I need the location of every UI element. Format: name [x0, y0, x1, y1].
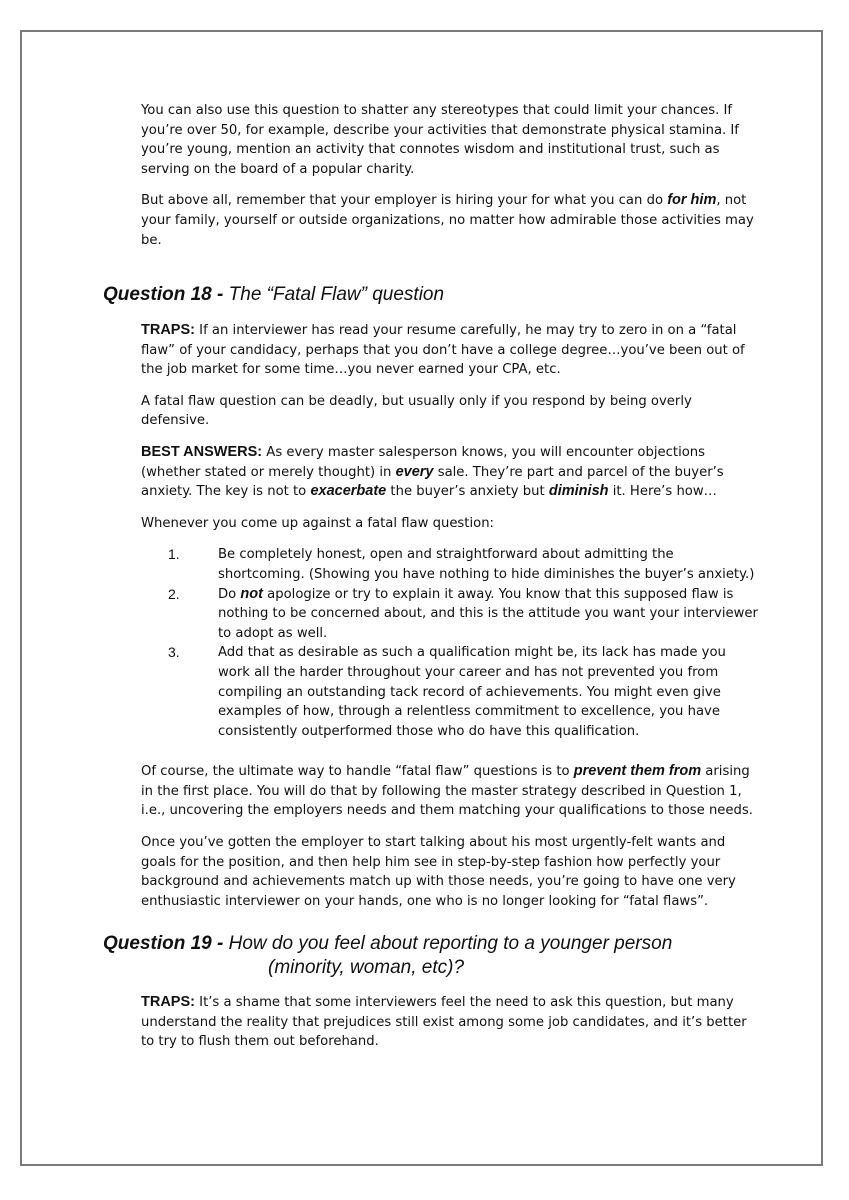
q18-once-paragraph: Once you’ve gotten the employer to start talking about his most urgently-felt wants and goals for the position, and then help him see in step-by-step fashion how perfectly your background and achievements match up with those needs, you’re going to have one very enthusiastic interviewer on your hands, one who is no longer looking for “fatal flaws”.	[141, 835, 736, 909]
question-18-body	[141, 321, 761, 923]
intro-paragraph-above-all: But above all, remember that your employer is hiring your for what you can do for him, not your family, yourself or outside organizations, no matter how admirable those activities may be.	[141, 192, 754, 248]
q18-traps-paragraph: TRAPS: If an interviewer has read your resume carefully, he may try to zero in on a “fatal flaw” of your candidacy, perhaps that you don’t have a college degree…you’ve been out of the job market for some time…you never earned your CPA, etc.	[141, 322, 745, 378]
q18-whenever-paragraph: Whenever you come up against a fatal flaw question:	[141, 515, 495, 531]
question-19-heading: Question 19 - How do you feel about reporting to a younger person (minority, woman, etc)?	[103, 933, 673, 978]
traps-label: TRAPS:	[141, 322, 195, 338]
intro-paragraph-stereotypes: You can also use this question to shatter any stereotypes that could limit your chances. If you’re over 50, for example, describe your activities that demonstrate physical stamina. If you’re young, mention an activity that connotes wisdom and institutional trust, such as serving on the board of a popular charity.	[141, 103, 739, 177]
list-item: 3. Add that as desirable as such a qualification might be, its lack has made you work all the harder throughout your career and has not prevented you from compiling an outstanding tack record of achievements. You might even give examples of how, through a relentless commitment to excellence, you have consistently outperformed those who do have this qualification.	[168, 644, 726, 739]
list-item: 2. Do not apologize or try to explain it away. You know that this supposed flaw is nothing to be concerned about, and this is the attitude you want your interviewer to adopt as well.	[168, 585, 758, 641]
traps-label: TRAPS:	[141, 994, 195, 1010]
intro-section	[141, 101, 761, 262]
best-answers-label: BEST ANSWERS:	[141, 443, 263, 460]
q18-deadly-paragraph: A fatal flaw question can be deadly, but usually only if you respond by being overly defensive.	[141, 393, 692, 429]
question-19-body	[141, 993, 761, 1064]
q18-steps-list	[141, 545, 761, 741]
q19-traps-paragraph: TRAPS: It’s a shame that some interviewers feel the need to ask this question, but many understand the reality that prejudices still exist among some job candidates, and it’s better to try to flush them out beforehand.	[141, 994, 747, 1050]
q18-of-course-paragraph: Of course, the ultimate way to handle “fatal flaw” questions is to prevent them from arising in the first place. You will do that by following the master strategy described in Question 1, i.e., uncovering the employers needs and them matching your qualifications to those needs.	[141, 763, 753, 819]
question-18-heading: Question 18 - The “Fatal Flaw” question	[103, 284, 445, 305]
list-item: 1. Be completely honest, open and straightforward about admitting the shortcoming. (Showing you have nothing to hide diminishes the buyer’s anxiety.)	[168, 546, 755, 582]
emphasis-for-him: for him	[667, 192, 717, 209]
q18-best-answers-paragraph: BEST ANSWERS: As every master salesperson knows, you will encounter objections (whether stated or merely thought) in every sale. They’re part and parcel of the buyer’s anxiety. The key is not to exacerbate the buyer’s anxiety but diminish it. Here’s how…	[141, 443, 724, 500]
